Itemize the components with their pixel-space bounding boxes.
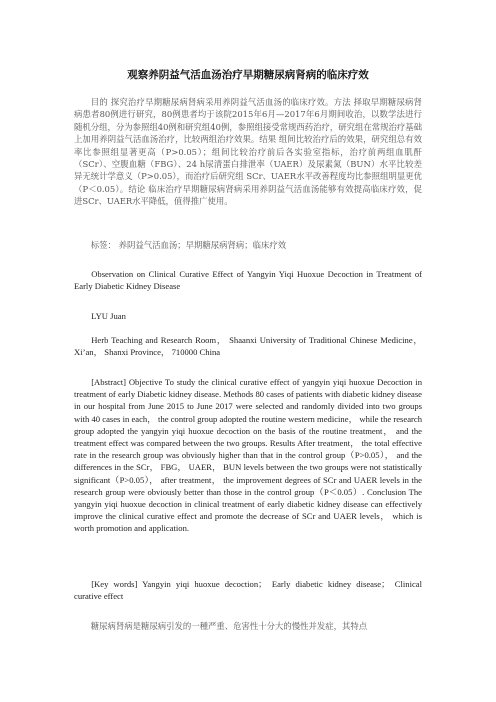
english-keywords (74, 578, 422, 602)
chinese-abstract (74, 96, 422, 208)
chinese-keywords (74, 239, 422, 251)
abstract-zh-text: 目的 探究治疗早期糖尿病肾病采用养阴益气活血汤的临床疗效。方法 择取早期糖尿病肾病患者80例进行研究，80例患者均于该院2015年6月—2017年6月期间收治，以数学法进行随机分组，分为参照组40例和研究组40例，参照组接受常规西药治疗，研究组在常规治疗基础上加用养阴益气活血汤治疗，比较两组治疗效果。结果 组间比较治疗后的效果，研究组总有效率比参照组显著更高（P>0.05）；组间比较治疗前后各实验室指标，治疗前两组血肌酐（SCr）、空腹血糖（FBG）、24 h尿清蛋白排泄率（UAER）及尿素氮（BUN）水平比较差异无统计学意义（P>0.05），而治疗后研究组 SCr、UAER水平改善程度均比参照组明显更优（P＜0.05）。结论 临床治疗早期糖尿病肾病采用养阴益气活血汤能够有效提高临床疗效，促进SCr、UAER水平降低，值得推广使用。 (74, 97, 422, 207)
english-abstract (74, 376, 422, 535)
article-title: 观察养阴益气活血汤治疗早期糖尿病肾病的临床疗效 (127, 69, 369, 81)
author-name: LYU Juan (91, 311, 126, 321)
body-first-line: 糖尿病肾病是糖尿病引发的一種严重、危害性十分大的慢性并发症，其特点 (90, 621, 368, 631)
title-en-text: Observation on Clinical Curative Effect of Yangyin Yiqi Huoxue Decoction in Treatment of Early Diabetic Kidney Disease (74, 269, 422, 292)
keywords-zh-text: 标签： 养阴益气活血汤；早期糖尿病肾病；临床疗效 (90, 240, 287, 250)
author-block (74, 310, 422, 322)
keywords-en-text: [Key words] Yangyin yiqi huoxue decoction； Early diabetic kidney disease； Clinical curative effect (74, 579, 422, 602)
affiliation-text: Herb Teaching and Research Room， Shaanxi University of Traditional Chinese Medicine， Xi’an， Shanxi Province， 710000 China (74, 335, 422, 358)
english-title (74, 268, 422, 292)
abstract-en-text: [Abstract] Objective To study the clinical curative effect of yangyin yiqi huoxue Decoction in treatment of early Diabetic kidney disease. Methods 80 cases of patients with diabetic kidney disease in our hospital from June 2015 to June 2017 were selected and randomly divided into two groups with 40 cases in each， the control group adopted the routine western medicine， while the research group adopted the yangyin yiqi huoxue decoction on the basis of the routine treatment， and the treatment effect was compared between the two groups. Results After treatment， the total effective rate in the research group was obviously higher than that in the control group（P>0.05）， and the differences in the SCr， FBG， UAER， BUN levels between the two groups were not statistically significant（P>0.05）， after treatment， the improvement degrees of SCr and UAER levels in the research group were obviously better than those in the control group（P＜0.05）. Conclusion The yangyin yiqi huoxue decoction in clinical treatment of early diabetic kidney disease can effectively improve the clinical curative effect and promote the decrease of SCr and UAER levels， which is worth promotion and application. (74, 377, 422, 534)
body-text (74, 620, 422, 632)
affiliation-block (74, 334, 422, 358)
